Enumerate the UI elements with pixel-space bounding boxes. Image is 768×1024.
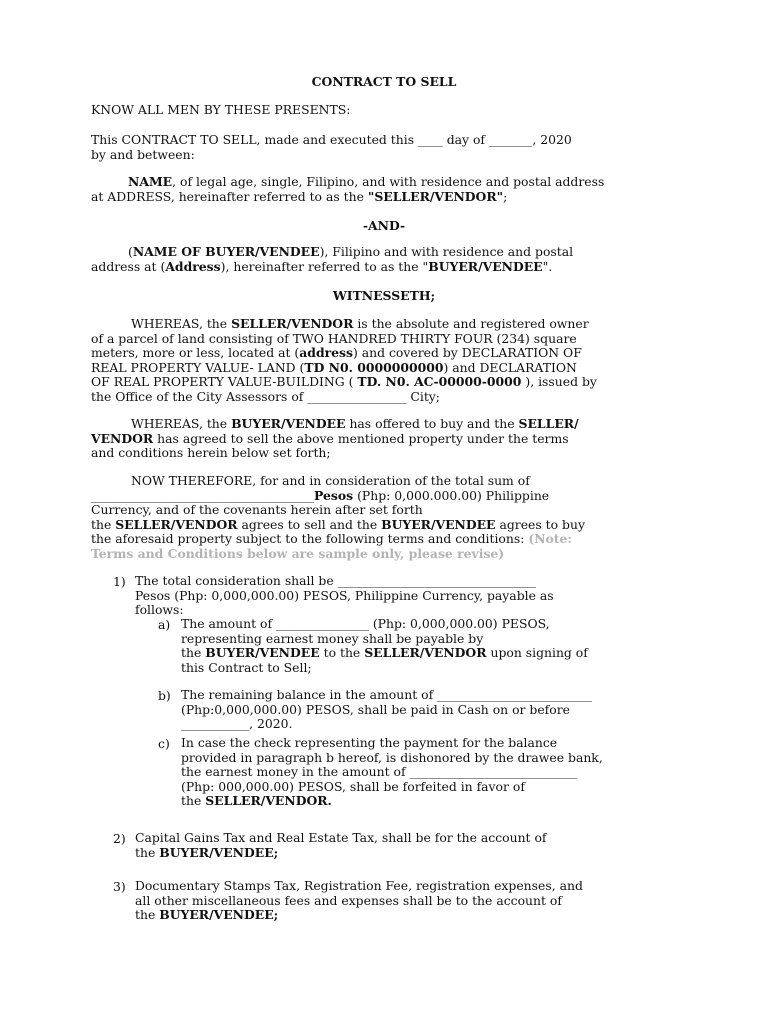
opening-line: KNOW ALL MEN BY THESE PRESENTS: [91, 102, 351, 117]
item-1c-line-1: In case the check representing the payment for the balance [181, 735, 558, 750]
now-line-4: the SELLER/VENDOR agrees to sell and the BUYER/VENDEE agrees to buy [91, 516, 585, 532]
item-1c-line-2: provided in paragraph b hereof, is dishonored by the drawee bank, [181, 749, 603, 765]
now-line-5: the aforesaid property subject to the following terms and conditions: (Note: [91, 531, 572, 547]
buyer-line-1: (NAME OF BUYER/VENDEE), Filipino and with residence and postal [128, 244, 574, 259]
buyer-name: NAME OF BUYER/VENDEE [132, 244, 320, 259]
item-1a [181, 617, 681, 675]
seller-line-1: NAME, of legal age, single, Filipino, and with residence and postal address [128, 174, 605, 189]
item-1c [181, 736, 681, 809]
item-2-number: 2) [113, 831, 126, 846]
buyer-line-2: address at (Address), hereinafter referred to as the "BUYER/VENDEE". [91, 258, 553, 274]
item-3-line-1: Documentary Stamps Tax, Registration Fee, registration expenses, and [135, 878, 583, 893]
whereas2-line-1: WHEREAS, the BUYER/VENDEE has offered to buy and the SELLER/ [131, 416, 579, 431]
item-3-line-3: the BUYER/VENDEE; [135, 907, 279, 923]
item-1-line-3: follows: [135, 602, 184, 618]
whereas2-line-2: VENDOR has agreed to sell the above mentioned property under the terms [91, 430, 569, 446]
witnesseth-heading: WITNESSETH; [332, 288, 436, 303]
item-1c-line-4: (Php: 000,000.00) PESOS, shall be forfeited in favor of [181, 778, 525, 794]
sample-note-continued: Terms and Conditions below are sample only, please revise) [91, 545, 505, 561]
whereas1-line-4: REAL PROPERTY VALUE- LAND (TD N0. 0000000000) and DECLARATION [91, 359, 577, 375]
item-1-line-1: The total consideration shall be ________________________________ [135, 573, 536, 588]
item-1-number: 1) [113, 574, 126, 589]
intro-line-2: by and between: [91, 146, 195, 162]
item-1c-letter: c) [158, 736, 170, 751]
seller-role: "SELLER/VENDOR" [367, 188, 504, 204]
whereas1-line-2: of a parcel of land consisting of TWO HANDRED THIRTY FOUR (234) square [91, 330, 577, 346]
now-line-6 [91, 547, 681, 562]
intro-paragraph [91, 133, 681, 162]
now-line-2: ____________________________________Pesos (Php: 0,000.000.00) Philippine [91, 487, 550, 503]
whereas1-line-5: OF REAL PROPERTY VALUE-BUILDING ( TD. N0. AC-00000-0000 ), issued by [91, 374, 597, 390]
whereas1-line-1: WHEREAS, the SELLER/VENDOR is the absolute and registered owner [131, 316, 589, 331]
item-1a-letter: a) [158, 617, 171, 632]
document-title: CONTRACT TO SELL [311, 74, 457, 89]
item-2-line-2: the BUYER/VENDEE; [135, 844, 279, 860]
now-line-1: NOW THEREFORE, for and in consideration of the total sum of [131, 473, 530, 488]
item-2 [135, 831, 680, 860]
item-1 [135, 574, 680, 618]
seller-name: NAME [128, 174, 173, 189]
whereas-paragraph-1 [91, 317, 681, 405]
whereas1-line-6: the Office of the City Assessors of ________________ City; [91, 388, 440, 404]
item-1c-line-3: the earnest money in the amount of ___________________________ [181, 764, 577, 780]
whereas2-line-3: and conditions herein below set forth; [91, 445, 331, 461]
item-1a-line-1: The amount of _______________ (Php: 0,000,000.00) PESOS, [181, 616, 550, 631]
buyer-role: BUYER/VENDEE [428, 258, 543, 274]
whereas1-line-3: meters, more or less, located at (address) and covered by DECLARATION OF [91, 345, 582, 361]
whereas-paragraph-2 [91, 417, 681, 461]
item-1b-line-3: ___________, 2020. [181, 716, 293, 732]
item-1-line-2: Pesos (Php: 0,000,000.00) PESOS, Philippine Currency, payable as [135, 587, 554, 603]
item-3-number: 3) [113, 879, 126, 894]
seller-line-2: at ADDRESS, hereinafter referred to as the "SELLER/VENDOR"; [91, 188, 508, 204]
item-1a-line-3: the BUYER/VENDEE to the SELLER/VENDOR upon signing of [181, 645, 588, 661]
item-2-line-1: Capital Gains Tax and Real Estate Tax, shall be for the account of [135, 830, 547, 845]
item-3-line-2: all other miscellaneous fees and expenses shall be to the account of [135, 892, 562, 908]
item-1b-letter: b) [158, 688, 171, 703]
sample-note: (Note: [528, 531, 572, 547]
item-1b-line-2: (Php:0,000,000.00) PESOS, shall be paid in Cash on or before [181, 701, 570, 717]
item-1a-line-4: this Contract to Sell; [181, 659, 312, 675]
item-3 [135, 879, 680, 923]
item-1b [181, 688, 681, 732]
now-therefore-paragraph [91, 474, 681, 562]
item-1c-line-5: the SELLER/VENDOR. [181, 793, 332, 809]
intro-line-1: This CONTRACT TO SELL, made and executed this ____ day of _______, 2020 [91, 132, 572, 147]
item-1b-line-1: The remaining balance in the amount of _________________________ [181, 687, 592, 702]
now-line-3: Currency, and of the covenants herein after set forth [91, 502, 423, 518]
buyer-paragraph [91, 245, 681, 274]
and-separator: -AND- [362, 218, 406, 233]
item-1a-line-2: representing earnest money shall be payable by [181, 630, 484, 646]
seller-paragraph [91, 175, 681, 204]
